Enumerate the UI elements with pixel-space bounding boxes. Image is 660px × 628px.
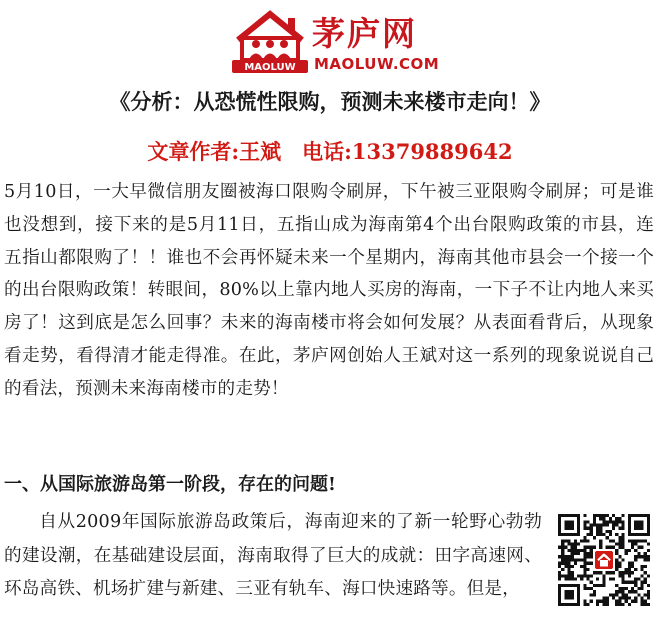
paragraph-section-1: 自从2009年国际旅游岛政策后，海南迎来的了新一轮野心勃勃的建设潮，在基础建设层面，海南取得了巨大的成就：田字高速网、环岛高铁、机场扩建与新建、三亚有轨车、海口快速路等。但是， — [4, 512, 542, 599]
house-family-logo-icon — [232, 10, 308, 74]
author-line: 文章作者:王斌 电话:13379889642 — [147, 139, 513, 164]
paragraph-intro: 5月10日，一大早微信朋友圈被海口限购令刷屏，下午被三亚限购令刷屏；可是谁也没想到，接下来的是5月11日，五指山成为海南第4个出台限购政策的市县，连五指山都限购了！！谁也不会再怀疑未来一个星期内，海南其他市县会一个接一个的出台限购政策！转眼间，80%以上靠内地人买房的海南，一下子不让内地人来买房了！这到底是怎么回事？未来的海南楼市将会如何发展？从表面看背后，从现象看走势，看得清才能走得准。在此，茅庐网创始人王斌对这一系列的现象说说自己的看法，预测未来海南楼市的走势！ — [4, 182, 654, 399]
brand-name-en: MAOLUW.COM — [314, 55, 440, 73]
article-title: 《分析：从恐慌性限购，预测未来楼市走向！》 — [109, 89, 551, 114]
brand-name-cn: 茅庐网 — [312, 14, 417, 53]
qr-code-icon[interactable] — [558, 514, 650, 606]
site-logo[interactable] — [232, 10, 440, 74]
logo-badge-text: MAOLUW — [244, 62, 296, 73]
section-heading-1: 一、从国际旅游岛第一阶段，存在的问题! — [4, 474, 336, 495]
